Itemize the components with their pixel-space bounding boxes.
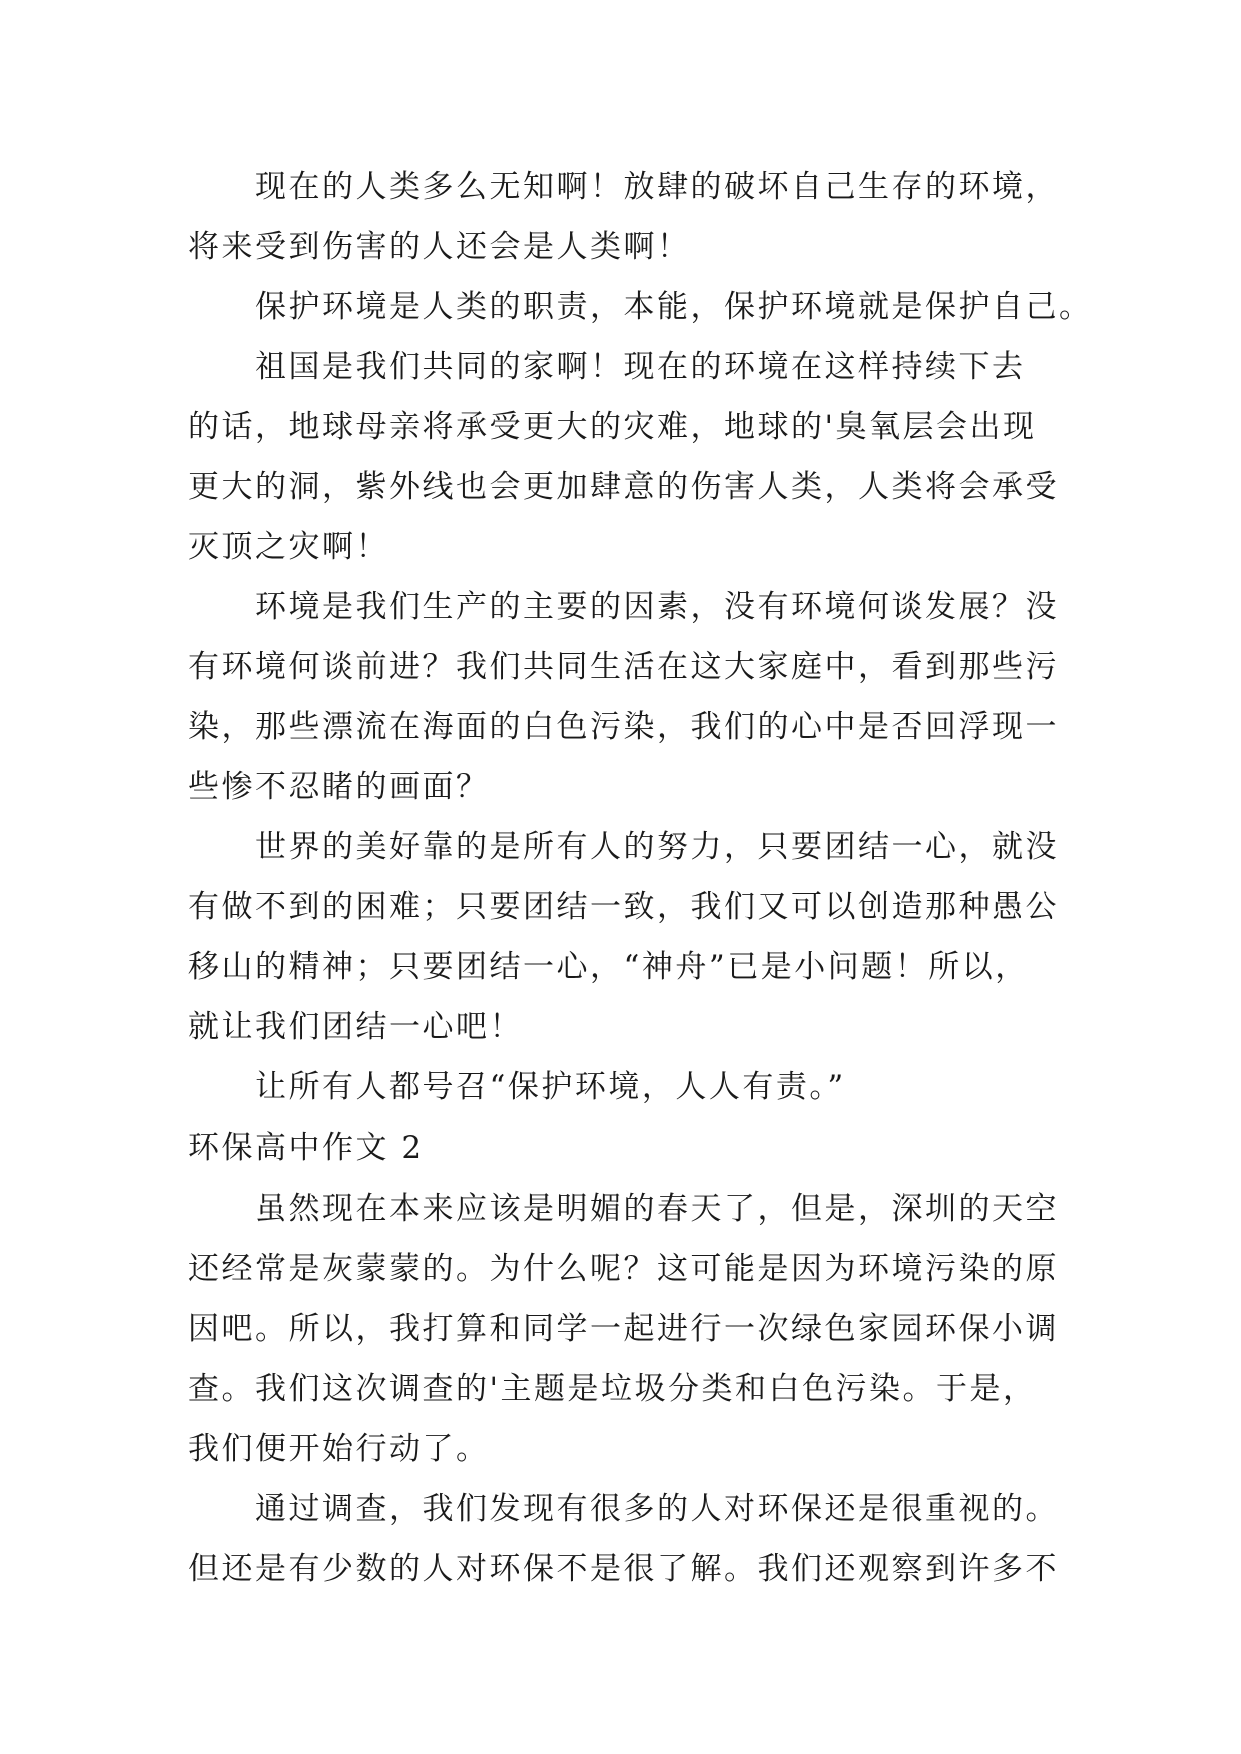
section-heading-text: 环保高中作文 2 <box>188 1130 424 1166</box>
paragraph <box>188 277 1093 337</box>
text-line: 的话，地球母亲将承受更大的灾难，地球的'臭氧层会出现 <box>188 409 1037 445</box>
paragraph <box>188 157 1068 277</box>
text-line: 通过调查，我们发现有很多的人对环保还是很重视的。 <box>255 1491 1059 1527</box>
text-line: 虽然现在本来应该是明媚的春天了，但是，深圳的天空 <box>255 1191 1059 1227</box>
section-heading <box>188 1117 1068 1179</box>
text-line: 让所有人都号召“保护环境，人人有责。” <box>255 1069 846 1105</box>
text-line: 有做不到的困难；只要团结一致，我们又可以创造那种愚公 <box>188 889 1059 925</box>
text-line: 现在的人类多么无知啊！放肆的破坏自己生存的环境， <box>255 169 1059 205</box>
text-line: 更大的洞，紫外线也会更加肆意的伤害人类，人类将会承受 <box>188 469 1059 505</box>
text-line: 移山的精神；只要团结一心，“神舟”已是小问题！所以， <box>188 949 1029 985</box>
text-line: 将来受到伤害的人还会是人类啊！ <box>188 229 691 265</box>
paragraph <box>188 1479 1068 1599</box>
text-line: 些惨不忍睹的画面？ <box>188 769 490 805</box>
text-line: 就让我们团结一心吧！ <box>188 1009 523 1045</box>
paragraph <box>188 1057 1068 1117</box>
paragraph <box>188 337 1068 577</box>
text-line: 因吧。所以，我打算和同学一起进行一次绿色家园环保小调 <box>188 1311 1059 1347</box>
text-line: 世界的美好靠的是所有人的努力，只要团结一心，就没 <box>255 829 1059 865</box>
text-line: 有环境何谈前进？我们共同生活在这大家庭中，看到那些污 <box>188 649 1059 685</box>
paragraph <box>188 577 1068 817</box>
text-line: 保护环境是人类的职责，本能，保护环境就是保护自己。 <box>255 289 1093 325</box>
text-line: 祖国是我们共同的家啊！现在的环境在这样持续下去 <box>255 349 1026 385</box>
paragraph <box>188 817 1068 1057</box>
text-line: 染，那些漂流在海面的白色污染，我们的心中是否回浮现一 <box>188 709 1059 745</box>
text-line: 我们便开始行动了。 <box>188 1431 490 1467</box>
text-line: 还经常是灰蒙蒙的。为什么呢？这可能是因为环境污染的原 <box>188 1251 1059 1287</box>
text-line: 环境是我们生产的主要的因素，没有环境何谈发展？没 <box>255 589 1059 625</box>
document-body <box>188 157 1093 1599</box>
paragraph <box>188 1179 1068 1479</box>
text-line: 查。我们这次调查的'主题是垃圾分类和白色污染。于是， <box>188 1371 1037 1407</box>
text-line: 但还是有少数的人对环保不是很了解。我们还观察到许多不 <box>188 1551 1059 1587</box>
text-line: 灭顶之灾啊！ <box>188 529 389 565</box>
